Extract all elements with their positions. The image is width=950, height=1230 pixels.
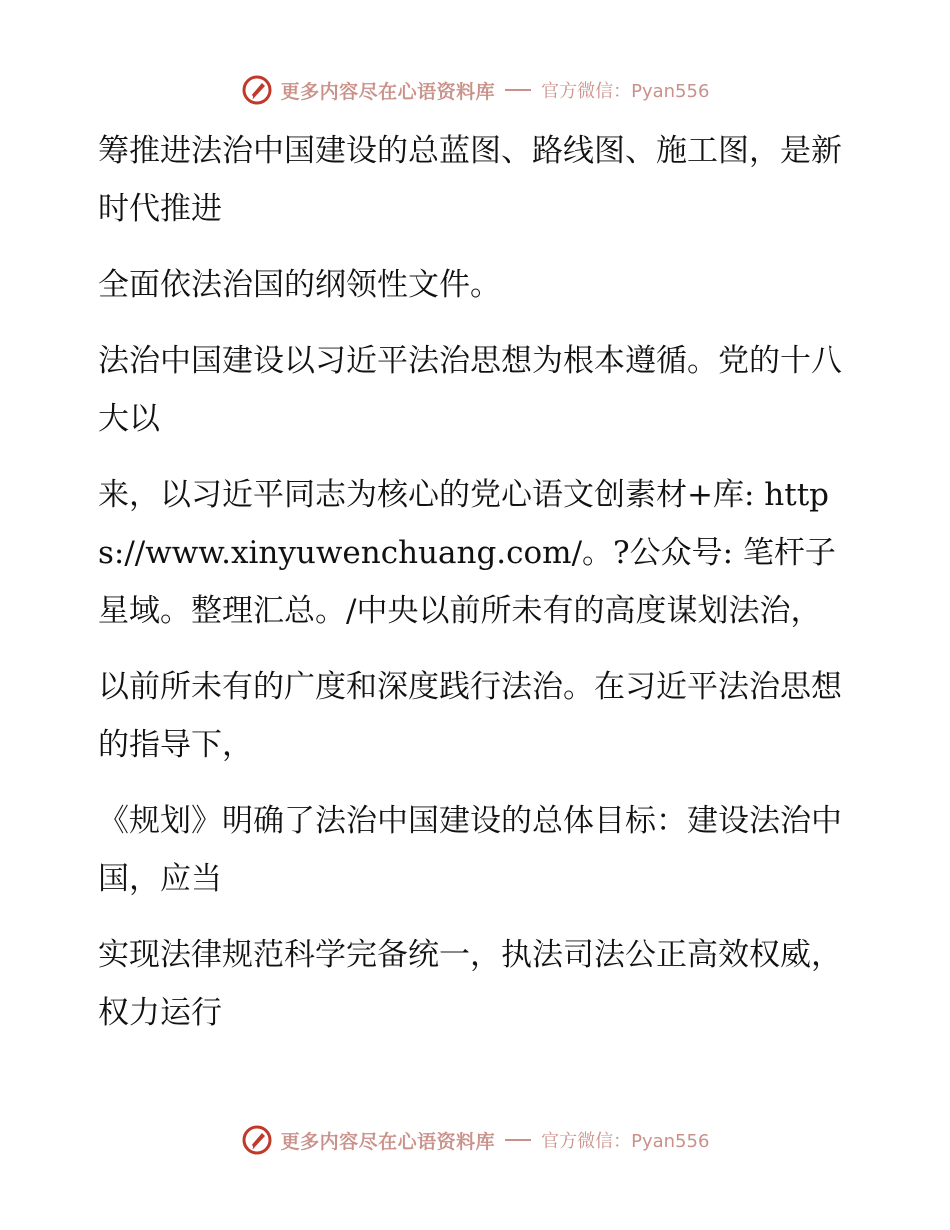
paragraph: 以前所未有的广度和深度践行法治。在习近平法治思想的指导下， <box>98 669 842 763</box>
watermark-separator <box>505 1139 531 1141</box>
header-watermark <box>0 70 950 110</box>
paragraph: 法治中国建设以习近平法治思想为根本遵循。党的十八大以 <box>98 343 842 437</box>
watermark-sub-text: 官方微信：Pyan556 <box>541 1131 710 1152</box>
paragraph: 实现法律规范科学完备统一，执法司法公正高效权威，权力运行 <box>98 937 842 1031</box>
paragraph: 筹推进法治中国建设的总蓝图、路线图、施工图，是新时代推进 <box>98 133 842 227</box>
document-body <box>98 122 858 1060</box>
watermark-sub-text: 官方微信：Pyan556 <box>541 81 710 102</box>
footer-watermark <box>0 1120 950 1160</box>
pen-logo-icon <box>241 1124 273 1156</box>
paragraph: 《规划》明确了法治中国建设的总体目标：建设法治中国，应当 <box>98 803 842 897</box>
watermark-separator <box>505 89 531 91</box>
watermark-main-text: 更多内容尽在心语资料库 <box>280 1130 496 1153</box>
paragraph: 全面依法治国的纲领性文件。 <box>98 267 501 303</box>
paragraph: 来，以习近平同志为核心的党心语文创素材+库: https://www.xinyuwenchuang.com/。?公众号: 笔杆子星域。整理汇总。/中央以前所未有的高度谋划法治， <box>98 477 836 629</box>
watermark-main-text: 更多内容尽在心语资料库 <box>280 80 496 103</box>
pen-logo-icon <box>241 74 273 106</box>
